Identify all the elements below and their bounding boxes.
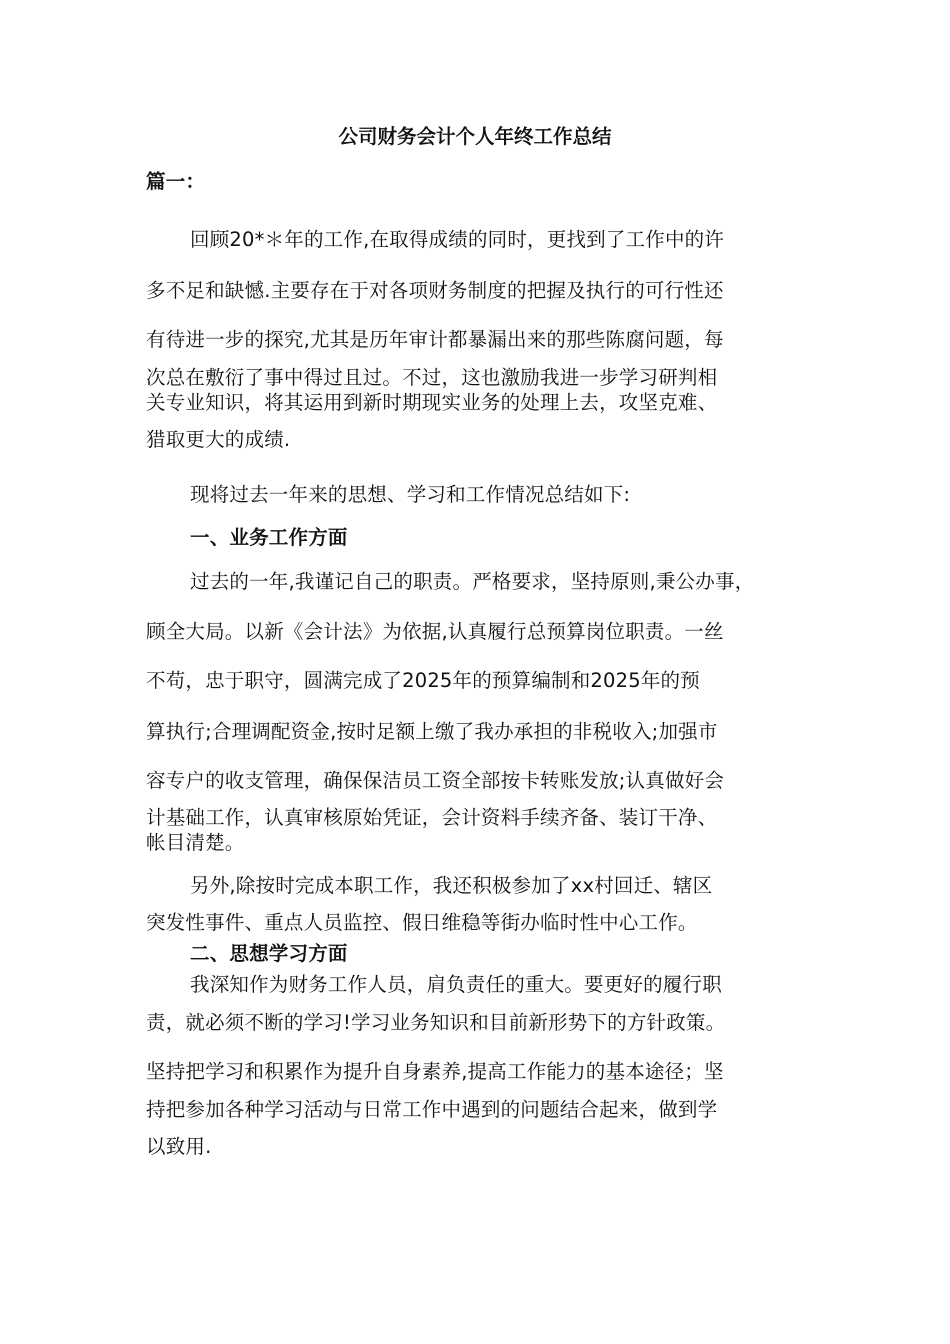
paragraph-line: 以致用. (146, 1135, 212, 1158)
paragraph-line: 责，就必须不断的学习!学习业务知识和目前新形势下的方针政策。 (146, 1011, 726, 1034)
paragraph-line: 另外,除按时完成本职工作，我还积极参加了xx村回迁、辖区 (190, 874, 713, 897)
paragraph-line: 持把参加各种学习活动与日常工作中遇到的问题结合起来，做到学 (146, 1098, 718, 1121)
paragraph-line: 回顾20*＊年的工作,在取得成绩的同时，更找到了工作中的许 (190, 228, 725, 251)
paragraph-line: 计基础工作，认真审核原始凭证，会计资料手续齐备、装订干净、 (146, 806, 718, 829)
paragraph-line: 过去的一年,我谨记自己的职责。严格要求，坚持原则,秉公办事， (190, 570, 755, 593)
paragraph-line: 现将过去一年来的思想、学习和工作情况总结如下: (190, 483, 631, 506)
paragraph-line: 坚持把学习和积累作为提升自身素养,提高工作能力的基本途径；坚 (146, 1060, 724, 1083)
paragraph-line: 帐目清楚。 (146, 831, 245, 854)
paragraph-line: 猎取更大的成绩. (146, 428, 291, 451)
paragraph-line: 次总在敷衍了事中得过且过。不过，这也激励我进一步学习研判相 (146, 366, 718, 389)
part-label: 篇一： (146, 170, 206, 193)
paragraph-line: 算执行;合理调配资金,按时足额上缴了我办承担的非税收入;加强市 (146, 720, 718, 743)
section-heading: 二、思想学习方面 (190, 942, 348, 965)
section-heading: 一、业务工作方面 (190, 526, 348, 549)
paragraph-line: 不苟，忠于职守，圆满完成了2025年的预算编制和2025年的预 (146, 669, 700, 692)
paragraph-line: 突发性事件、重点人员监控、假日维稳等街办临时性中心工作。 (146, 911, 698, 934)
paragraph-line: 有待进一步的探究,尤其是历年审计都暴漏出来的那些陈腐问题，每 (146, 328, 724, 351)
document-title: 公司财务会计个人年终工作总结 (338, 125, 612, 148)
paragraph-line: 关专业知识，将其运用到新时期现实业务的处理上去，攻坚克难、 (146, 391, 718, 414)
paragraph-line: 多不足和缺憾.主要存在于对各项财务制度的把握及执行的可行性还 (146, 279, 724, 302)
paragraph-line: 顾全大局。以新《会计法》为依据,认真履行总预算岗位职责。一丝 (146, 620, 724, 643)
paragraph-line: 容专户的收支管理，确保保洁员工资全部按卡转账发放;认真做好会 (146, 769, 725, 792)
paragraph-line: 我深知作为财务工作人员，肩负责任的重大。要更好的履行职 (190, 973, 722, 996)
